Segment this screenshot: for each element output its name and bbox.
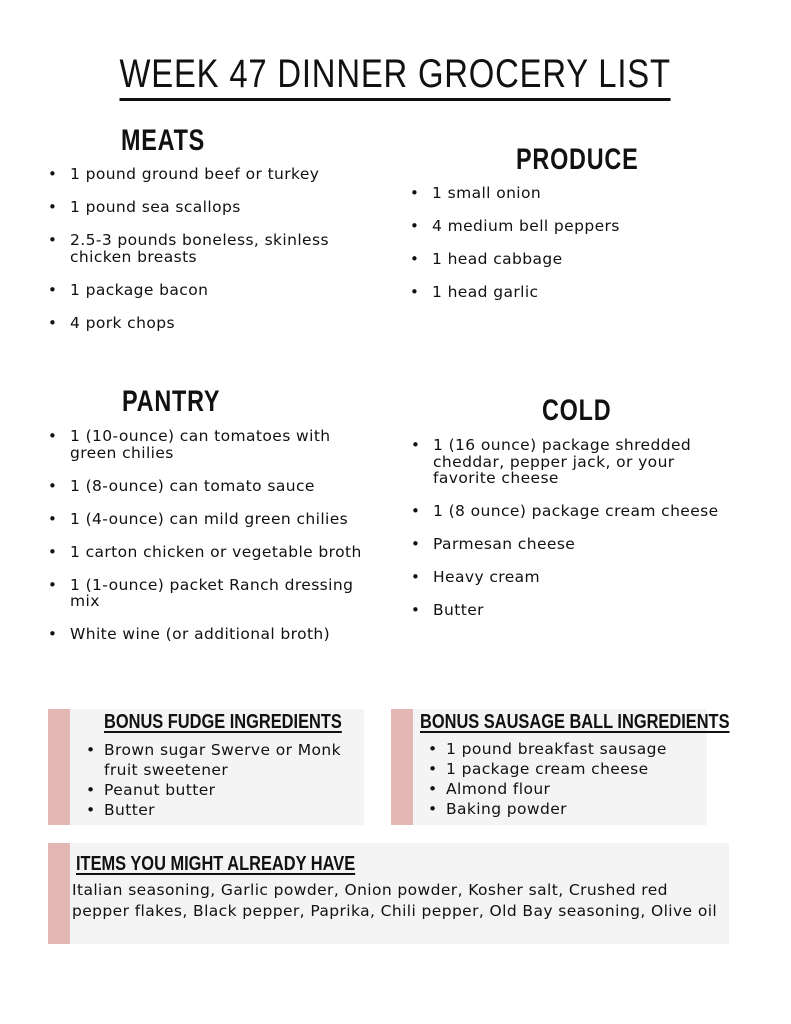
cold-list xyxy=(411,437,731,635)
page-title-wrap xyxy=(0,52,791,101)
list-item: • Brown sugar Swerve or Monk fruit sweetener xyxy=(84,740,344,780)
list-item: • 1 (8-ounce) can tomato sauce xyxy=(48,478,368,495)
list-item: • 4 medium bell peppers xyxy=(410,218,740,235)
list-item: • 1 package cream cheese xyxy=(426,759,706,779)
list-item: • 4 pork chops xyxy=(48,315,378,332)
list-item: • 1 head cabbage xyxy=(410,251,740,268)
meats-list xyxy=(48,166,378,348)
list-item: • Butter xyxy=(411,602,731,619)
list-item: • 1 (1-ounce) packet Ranch dressing mix xyxy=(48,577,368,610)
pantry-heading: PANTRY xyxy=(122,385,221,418)
list-item: • 1 carton chicken or vegetable broth xyxy=(48,544,368,561)
list-item: • 1 pound ground beef or turkey xyxy=(48,166,378,183)
cold-heading: COLD xyxy=(542,394,612,427)
sausage-list xyxy=(426,739,706,819)
accent-bar xyxy=(391,709,413,825)
list-item: • 1 head garlic xyxy=(410,284,740,301)
list-item: • 1 (4-ounce) can mild green chilies xyxy=(48,511,368,528)
list-item: • Heavy cream xyxy=(411,569,731,586)
list-item: • 2.5-3 pounds boneless, skinless chicken breasts xyxy=(48,232,378,265)
list-item: • 1 (10-ounce) can tomatoes with green chilies xyxy=(48,428,368,461)
list-item: • Butter xyxy=(84,800,344,820)
list-item: • Peanut butter xyxy=(84,780,344,800)
accent-bar xyxy=(48,843,70,944)
list-item: • Almond flour xyxy=(426,779,706,799)
pantry-list xyxy=(48,428,368,659)
have-heading: ITEMS YOU MIGHT ALREADY HAVE xyxy=(76,853,356,875)
meats-heading: MEATS xyxy=(121,124,206,157)
accent-bar xyxy=(48,709,70,825)
list-item: • Baking powder xyxy=(426,799,706,819)
list-item: • 1 pound breakfast sausage xyxy=(426,739,706,759)
list-item: • Parmesan cheese xyxy=(411,536,731,553)
list-item: • 1 package bacon xyxy=(48,282,378,299)
produce-list xyxy=(410,185,740,317)
list-item: • 1 (16 ounce) package shredded cheddar, pepper jack, or your favorite cheese xyxy=(411,437,731,487)
list-item: • 1 (8 ounce) package cream cheese xyxy=(411,503,731,520)
have-text: Italian seasoning, Garlic powder, Onion powder, Kosher salt, Crushed red pepper flakes, Black pepper, Paprika, Chili pepper, Old Bay seasoning, Olive oil xyxy=(72,881,718,920)
page-title: WEEK 47 DINNER GROCERY LIST xyxy=(120,52,671,101)
sausage-heading: BONUS SAUSAGE BALL INGREDIENTS xyxy=(420,711,730,733)
fudge-list xyxy=(84,740,344,820)
fudge-heading: BONUS FUDGE INGREDIENTS xyxy=(104,711,342,733)
list-item: • 1 pound sea scallops xyxy=(48,199,378,216)
list-item: • White wine (or additional broth) xyxy=(48,626,368,643)
produce-heading: PRODUCE xyxy=(516,143,639,176)
list-item: • 1 small onion xyxy=(410,185,740,202)
